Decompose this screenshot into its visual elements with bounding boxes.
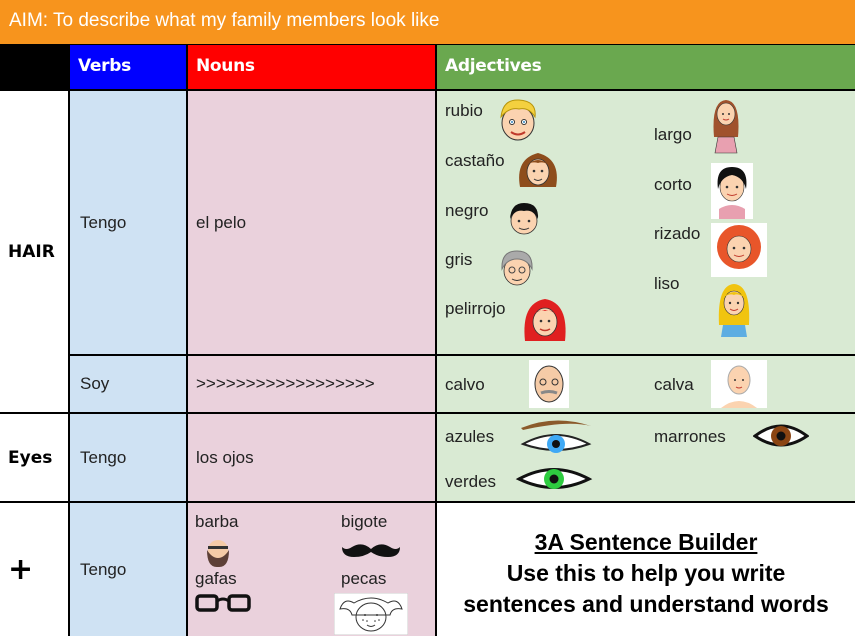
hair-adjectives-cell <box>437 91 855 354</box>
hair-label-text: HAIR <box>8 241 55 262</box>
adj-calva: calva <box>654 375 694 394</box>
plus-verb: Tengo <box>80 559 127 579</box>
adj-azules: azules <box>445 427 495 446</box>
noun-bigote: bigote <box>341 512 388 531</box>
adj-marrones: marrones <box>654 427 726 446</box>
verbs-header-label: Verbs <box>78 56 131 76</box>
eyes-row-label <box>0 414 68 501</box>
plus-noun-cell <box>188 503 435 636</box>
hair-noun-cell <box>188 91 435 354</box>
soy-arrows: >>>>>>>>>>>>>>>>>> <box>196 374 375 393</box>
curly-hair-girl-icon <box>711 223 767 277</box>
aim-text: AIM: To describe what my family members look like <box>9 10 440 31</box>
noun-pecas: pecas <box>341 569 387 588</box>
hair-noun: el pelo <box>196 212 247 232</box>
short-hair-face-icon <box>711 163 753 219</box>
aim-title-bar <box>0 0 855 44</box>
noun-barba: barba <box>195 512 239 531</box>
adj-verdes: verdes <box>445 472 497 491</box>
blue-eye-icon <box>517 416 595 458</box>
green-eye-icon <box>515 462 593 496</box>
header-blank <box>0 45 68 89</box>
bald-woman-icon <box>711 360 767 408</box>
adjectives-header-label: Adjectives <box>445 56 542 76</box>
eyes-verb-cell <box>70 414 186 501</box>
adj-corto: corto <box>654 175 692 194</box>
builder-title: 3A Sentence Builder <box>534 529 758 555</box>
soy-noun-cell <box>188 356 435 412</box>
blond-boy-face-icon <box>495 95 541 143</box>
soy-verb-cell <box>70 356 186 412</box>
black-hair-face-icon <box>503 199 545 237</box>
hair-row-label <box>0 91 68 412</box>
brown-eye-icon <box>753 418 809 454</box>
brown-hair-face-icon <box>515 149 561 191</box>
eyes-label-text: Eyes <box>8 447 53 468</box>
adjectives-header <box>437 45 855 89</box>
eyes-noun: los ojos <box>196 447 254 467</box>
adj-rizado: rizado <box>654 224 701 243</box>
adj-pelirrojo: pelirrojo <box>445 299 506 318</box>
moustache-icon <box>340 541 402 561</box>
adj-liso: liso <box>654 274 680 293</box>
adj-largo: largo <box>654 125 692 144</box>
soy-verb: Soy <box>80 374 110 393</box>
plus-label-text: + <box>8 552 34 587</box>
hair-verb-cell <box>70 91 186 354</box>
nouns-header <box>188 45 435 89</box>
freckles-face-icon <box>334 593 408 635</box>
long-hair-girl-icon <box>709 97 743 157</box>
builder-line2: sentences and understand words <box>463 591 829 617</box>
soy-adjectives-cell <box>437 356 855 412</box>
eyes-verb: Tengo <box>80 447 127 467</box>
noun-gafas: gafas <box>195 569 237 588</box>
plus-verb-cell <box>70 503 186 636</box>
bald-man-icon <box>529 360 569 408</box>
sentence-builder-box <box>437 503 855 636</box>
verbs-header <box>70 45 186 89</box>
grey-hair-face-icon <box>497 247 537 289</box>
glasses-icon <box>194 593 252 615</box>
plus-row-label <box>0 503 68 636</box>
red-hair-face-icon <box>521 295 569 345</box>
eyes-adjectives-cell <box>437 414 855 501</box>
eyes-noun-cell <box>188 414 435 501</box>
straight-hair-girl-icon <box>715 281 753 337</box>
hair-verb: Tengo <box>80 212 127 232</box>
adj-calvo: calvo <box>445 375 485 394</box>
beard-icon <box>202 538 234 568</box>
adj-negro: negro <box>445 201 489 220</box>
adj-gris: gris <box>445 250 473 269</box>
adj-castano: castaño <box>445 151 505 170</box>
nouns-header-label: Nouns <box>196 56 255 76</box>
adj-rubio: rubio <box>445 101 483 120</box>
builder-line1: Use this to help you write <box>506 560 786 586</box>
